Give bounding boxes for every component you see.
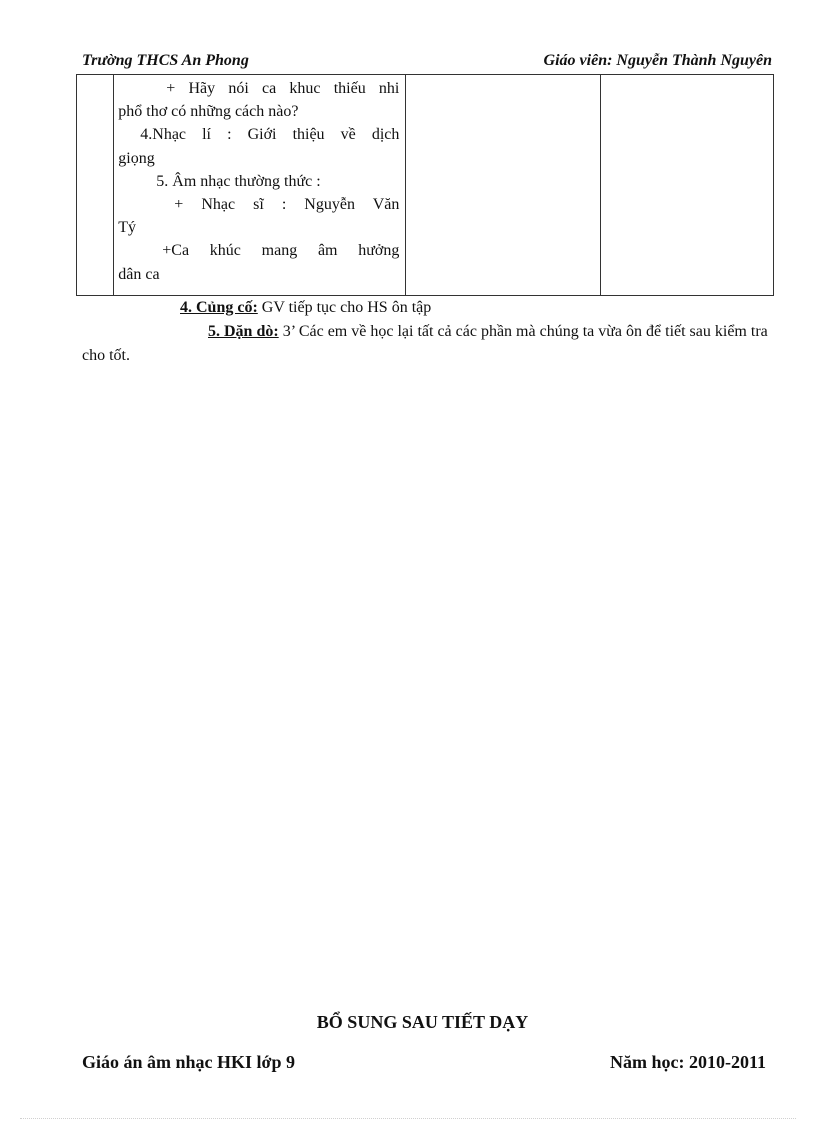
page-header — [82, 52, 772, 74]
table-cell-content — [114, 75, 406, 296]
table-cell-time — [77, 75, 114, 296]
content-line: 5. Âm nhạc thường thức : — [156, 172, 321, 190]
content-line: + Hãy nói ca khuc thiếu nhi — [166, 80, 400, 97]
homework-paragraph — [82, 320, 772, 368]
consolidation-text: GV tiếp tục cho HS ôn tập — [257, 299, 432, 316]
consolidation-paragraph — [82, 296, 772, 320]
content-line: +Ca khúc mang âm hưởng — [162, 242, 400, 260]
content-line: + Nhạc sĩ : Nguyễn Văn — [174, 196, 400, 214]
consolidation-label: 4. Củng cố: — [180, 299, 258, 316]
content-line: 4.Nhạc lí : Giới thiệu về dịch — [140, 126, 400, 144]
table-cell-student — [600, 75, 773, 296]
footer-lesson-plan: Giáo án âm nhạc HKI lớp 9 — [82, 1052, 296, 1072]
supplement-heading: BỔ SUNG SAU TIẾT DẠY — [316, 1012, 529, 1032]
content-line: phổ thơ có những cách nào? — [118, 103, 299, 121]
lesson-table — [76, 74, 774, 296]
homework-label: 5. Dặn dò: — [208, 323, 279, 340]
footer-divider — [20, 1118, 796, 1119]
homework-text: 3’ Các em về học lại tất cả các phần mà chúng ta vừa ôn để tiết sau kiểm tra cho tốt. — [82, 323, 768, 364]
content-line: Tý — [118, 219, 137, 237]
school-name: Trường THCS An Phong — [82, 52, 249, 69]
page-footer — [82, 1052, 766, 1076]
content-line: dân ca — [118, 265, 160, 283]
content-line: giọng — [118, 149, 155, 167]
lesson-closing — [82, 296, 772, 368]
table-cell-teacher — [406, 75, 600, 296]
teacher-name: Giáo viên: Nguyễn Thành Nguyên — [543, 52, 772, 69]
table-row — [77, 75, 774, 296]
footer-school-year: Năm học: 2010-2011 — [610, 1052, 766, 1072]
